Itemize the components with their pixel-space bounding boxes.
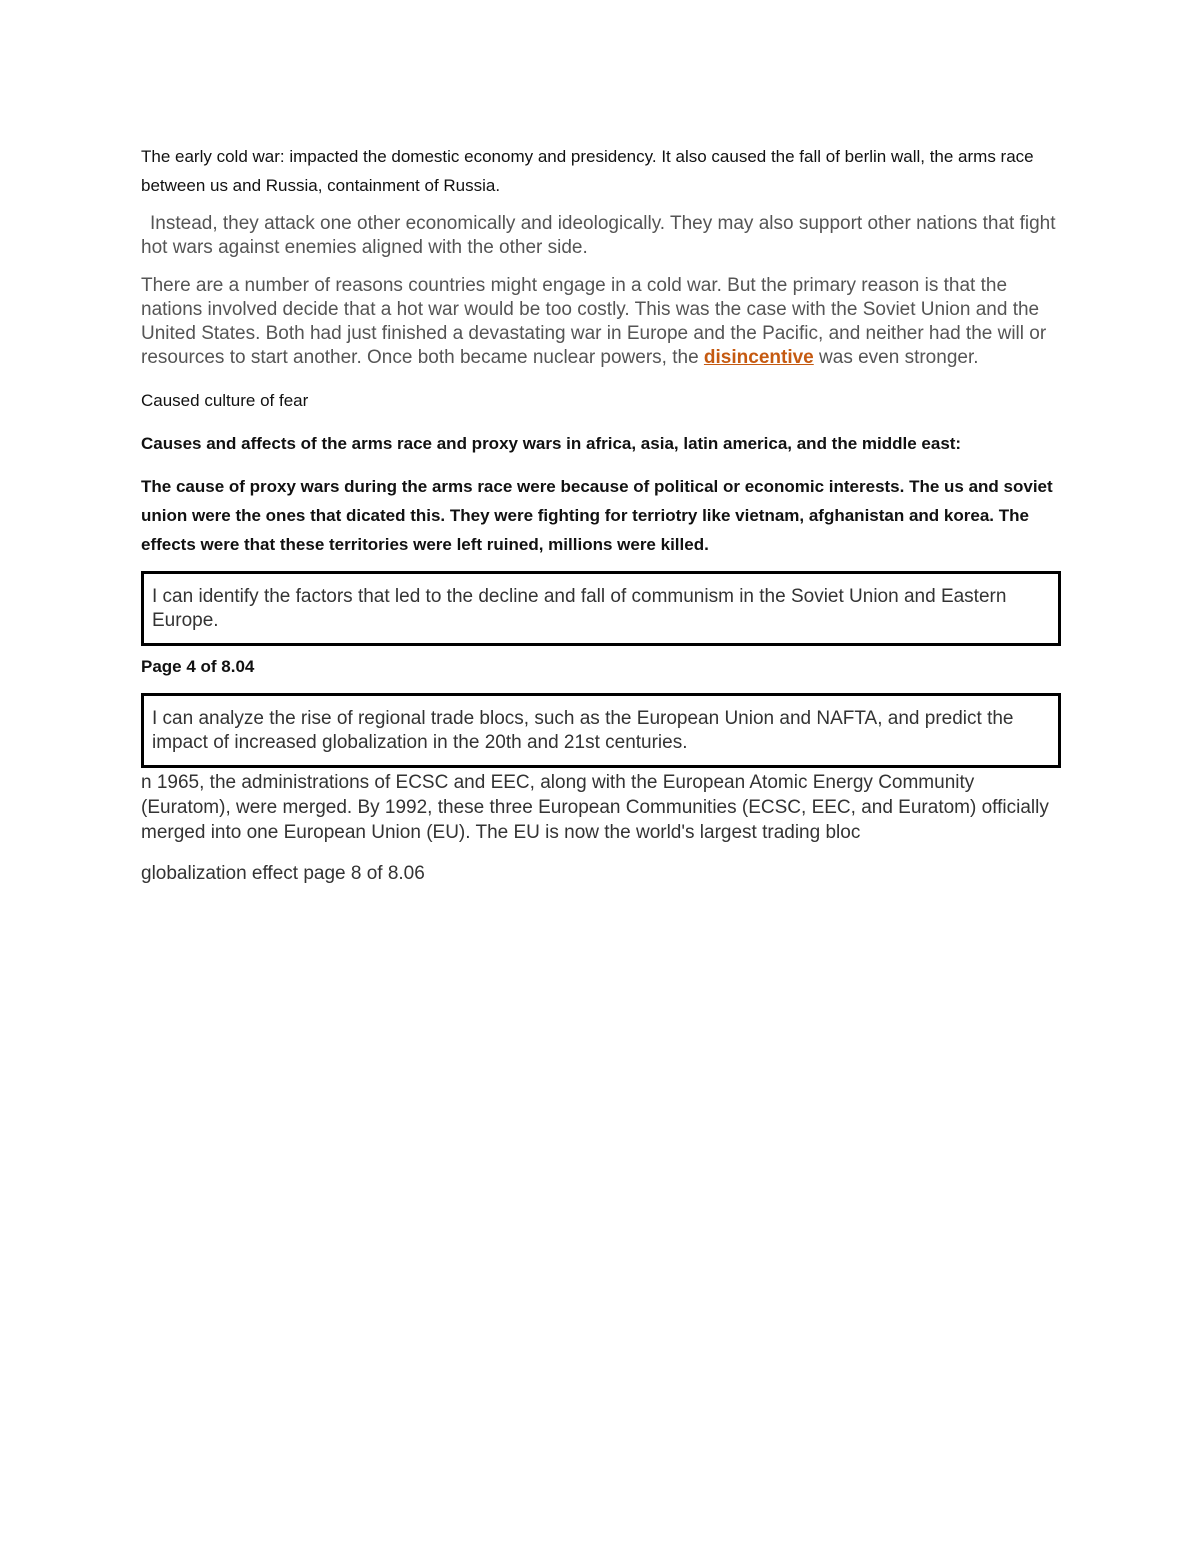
trade-blocs-objective-box xyxy=(141,693,1061,768)
reasons-paragraph xyxy=(141,274,1061,370)
instead-text: Instead, they attack one other economically and ideologically. They may also support other nations that fight hot wars against enemies aligned with the other side. xyxy=(141,213,1056,258)
eu-paragraph: n 1965, the administrations of ECSC and EEC, along with the European Atomic Energy Community (Euratom), were merged. By 1992, these three European Communities (ECSC, EEC, and Euratom) officially merged into one European Union (EU). The EU is now the world's largest trading bloc xyxy=(141,772,1049,843)
trade-blocs-objective-text: I can analyze the rise of regional trade blocs, such as the European Union and NAFTA, and predict the impact of increased globalization in the 20th and 21st centuries. xyxy=(152,708,1014,753)
reasons-text-after: was even stronger. xyxy=(813,347,979,368)
instead-paragraph xyxy=(141,212,1061,260)
proxy-wars-paragraph: The cause of proxy wars during the arms race were because of political or economic interests. The us and soviet union were the ones that dicated this. They were fighting for terriotry like vietnam, afghanistan and korea. The effects were that these territories were left ruined, millions were killed. xyxy=(141,477,1053,554)
reasons-text-before: There are a number of reasons countries might engage in a cold war. But the primary reason is that the nations involved decide that a hot war would be too costly. This was the case with the Soviet Union and the United States. Both had just finished a devastating war in Europe and the Pacific, and neither had the will or resources to start another. Once both became nuclear powers, the xyxy=(141,275,1047,368)
page-reference: Page 4 of 8.04 xyxy=(141,657,255,676)
document-body xyxy=(141,142,1061,886)
causes-heading: Causes and affects of the arms race and proxy wars in africa, asia, latin america, and the middle east: xyxy=(141,434,962,453)
communism-objective-text: I can identify the factors that led to the decline and fall of communism in the Soviet Union and Eastern Europe. xyxy=(152,586,1007,631)
globalization-reference: globalization effect page 8 of 8.06 xyxy=(141,863,425,884)
culture-of-fear-line: Caused culture of fear xyxy=(141,391,309,410)
disincentive-link[interactable]: disincentive xyxy=(703,347,814,368)
communism-objective-box xyxy=(141,571,1061,646)
early-cold-war-paragraph: The early cold war: impacted the domestic economy and presidency. It also caused the fall of berlin wall, the arms race between us and Russia, containment of Russia. xyxy=(141,147,1034,195)
